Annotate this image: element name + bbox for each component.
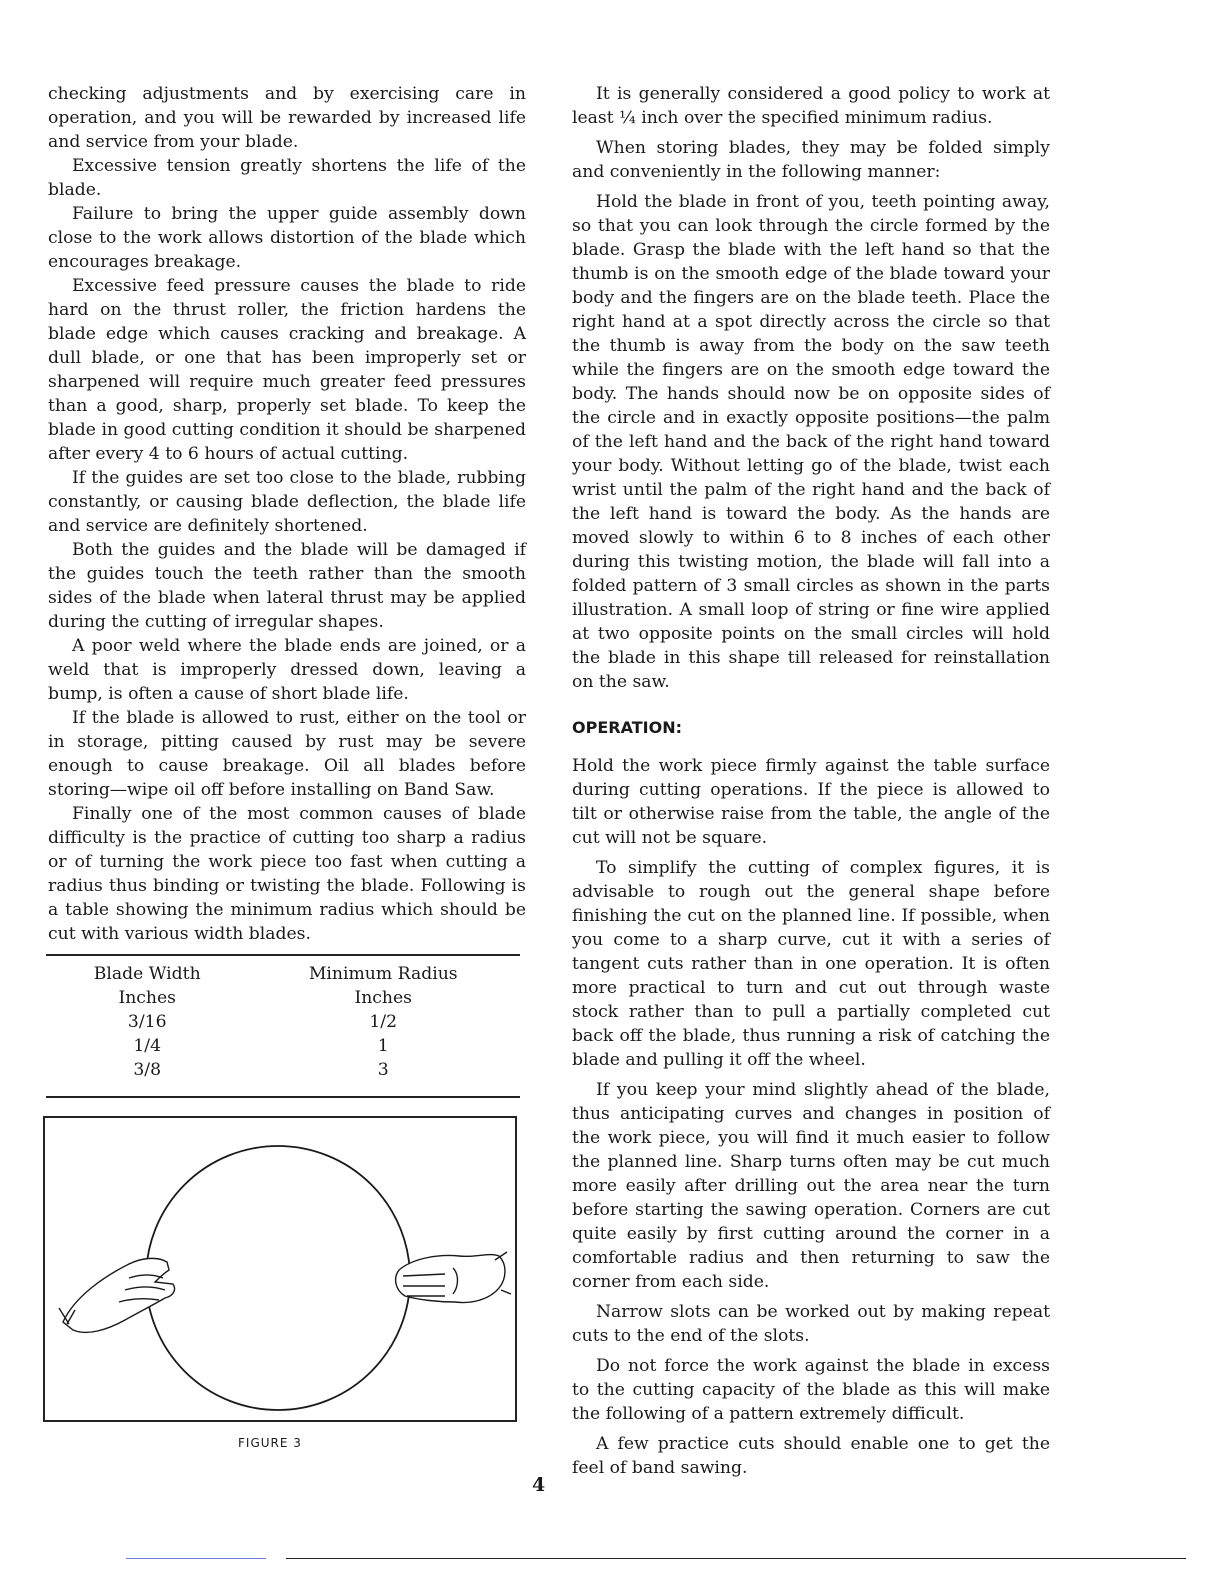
right-paragraph: Hold the blade in front of you, teeth pointing away, so that you can look through the circle formed by the blade. Grasp the blade with the left hand so that the thumb is on the smooth edge of the blade toward your body and the fingers are on the blade teeth. Place the right hand at a spot directly across the circle so that the thumb is away from the body on the saw teeth while the fingers are on the smooth edge toward the body. The hands should now be on opposite sides of the circle and in exactly opposite positions—the palm of the left hand and the back of the right hand toward your body. Without letting go of the blade, twist each wrist until the palm of the right hand and the back of the left hand is toward the body. As the hands are moved slowly to within 6 to 8 inches of each other during this twisting motion, the blade will fall into a folded pattern of 3 small circles as shown in the parts illustration. A small loop of string or fine wire applied at two opposite points on the small circles will hold the blade in this shape till released for reinstallation on the saw.: [572, 192, 1050, 692]
figure-3-illustration: [43, 1116, 517, 1422]
table-header-row: [62, 962, 510, 986]
blade-folding-diagram: [45, 1118, 515, 1420]
minimum-radius-cell: 1: [377, 1036, 389, 1056]
operation-paragraph: Narrow slots can be worked out by making repeat cuts to the end of the slots.: [572, 1302, 1050, 1346]
right-paragraph: It is generally considered a good policy to work at least ¼ inch over the specified minimum radius.: [572, 84, 1050, 128]
left-hand-icon: [59, 1258, 175, 1332]
left-paragraph: If the blade is allowed to rust, either on the tool or in storage, pitting caused by rust may be severe enough to cause breakage. Oil all blades before storing—wipe oil off before installing on Band Saw.: [48, 708, 526, 800]
blade-width-unit: Inches: [118, 988, 176, 1008]
blade-width-header: Blade Width: [93, 964, 201, 984]
table-bottom-rule: [46, 1096, 520, 1098]
left-paragraph: If the guides are set too close to the blade, rubbing constantly, or causing blade deflection, the blade life and service are definitely shortened.: [48, 468, 526, 536]
right-hand-icon: [396, 1252, 511, 1302]
left-paragraph: Excessive tension greatly shortens the life of the blade.: [48, 156, 526, 200]
bottom-divider: [126, 1558, 266, 1559]
table-top-rule: [46, 954, 520, 956]
left-paragraph: Both the guides and the blade will be damaged if the guides touch the teeth rather than the smooth sides of the blade when lateral thrust may be applied during the cutting of irregular shapes.: [48, 540, 526, 632]
minimum-radius-cell: 1/2: [369, 1012, 398, 1032]
operation-paragraph: A few practice cuts should enable one to get the feel of band sawing.: [572, 1434, 1050, 1478]
operation-paragraph: If you keep your mind slightly ahead of the blade, thus anticipating curves and changes in position of the work piece, you will find it much easier to follow the planned line. Sharp turns often may be cut much more easily after drilling out the area near the turn before starting the sawing operation. Corners are cut quite easily by first cutting around the corner in a comfortable radius and then returning to saw the corner from each side.: [572, 1080, 1050, 1292]
left-paragraph: Finally one of the most common causes of blade difficulty is the practice of cutting too sharp a radius or of turning the work piece too fast when cutting a radius thus binding or twisting the blade. Following is a table showing the minimum radius which should be cut with various width blades.: [48, 804, 526, 944]
blade-circle: [146, 1146, 410, 1410]
table-row: [62, 1010, 510, 1034]
page-number: 4: [532, 1474, 546, 1496]
minimum-radius-cell: 3: [377, 1060, 389, 1080]
blade-width-cell: 3/16: [127, 1012, 167, 1032]
figure-caption: FIGURE 3: [238, 1436, 302, 1450]
operation-paragraph: To simplify the cutting of complex figures, it is advisable to rough out the general shape before finishing the cut on the planned line. If possible, when you come to a sharp curve, cut it with a series of tangent cuts rather than in one operation. It is often more practical to turn and cut out through waste stock rather than to pull a partially completed cut back off the blade, thus running a risk of catching the blade and pulling it off the wheel.: [572, 858, 1050, 1070]
operation-paragraph: Hold the work piece firmly against the table surface during cutting operations. If the piece is allowed to tilt or otherwise raise from the table, the angle of the cut will not be square.: [572, 756, 1050, 848]
operation-heading: OPERATION:: [572, 718, 682, 737]
right-column: [572, 82, 1050, 1486]
table-unit-row: [62, 986, 510, 1010]
operation-paragraph: Do not force the work against the blade in excess to the cutting capacity of the blade as this will make the following of a pattern extremely difficult.: [572, 1356, 1050, 1424]
right-paragraph: When storing blades, they may be folded simply and conveniently in the following manner:: [572, 138, 1050, 182]
radius-table: [62, 962, 510, 1082]
minimum-radius-header: Minimum Radius: [308, 964, 458, 984]
left-paragraph: Failure to bring the upper guide assembly down close to the work allows distortion of the blade which encourages breakage.: [48, 204, 526, 272]
left-paragraph: A poor weld where the blade ends are joined, or a weld that is improperly dressed down, leaving a bump, is often a cause of short blade life.: [48, 636, 526, 704]
left-column: [48, 82, 526, 946]
blade-width-cell: 1/4: [133, 1036, 162, 1056]
table-row: [62, 1058, 510, 1082]
minimum-radius-unit: Inches: [354, 988, 412, 1008]
blade-width-cell: 3/8: [133, 1060, 162, 1080]
bottom-divider: [286, 1558, 1186, 1559]
table-row: [62, 1034, 510, 1058]
left-paragraph: Excessive feed pressure causes the blade to ride hard on the thrust roller, the friction hardens the blade edge which causes cracking and breakage. A dull blade, or one that has been improperly set or sharpened will require much greater feed pressures than a good, sharp, properly set blade. To keep the blade in good cutting condition it should be sharpened after every 4 to 6 hours of actual cutting.: [48, 276, 526, 464]
left-paragraph: checking adjustments and by exercising care in operation, and you will be rewarded by increased life and service from your blade.: [48, 84, 526, 152]
